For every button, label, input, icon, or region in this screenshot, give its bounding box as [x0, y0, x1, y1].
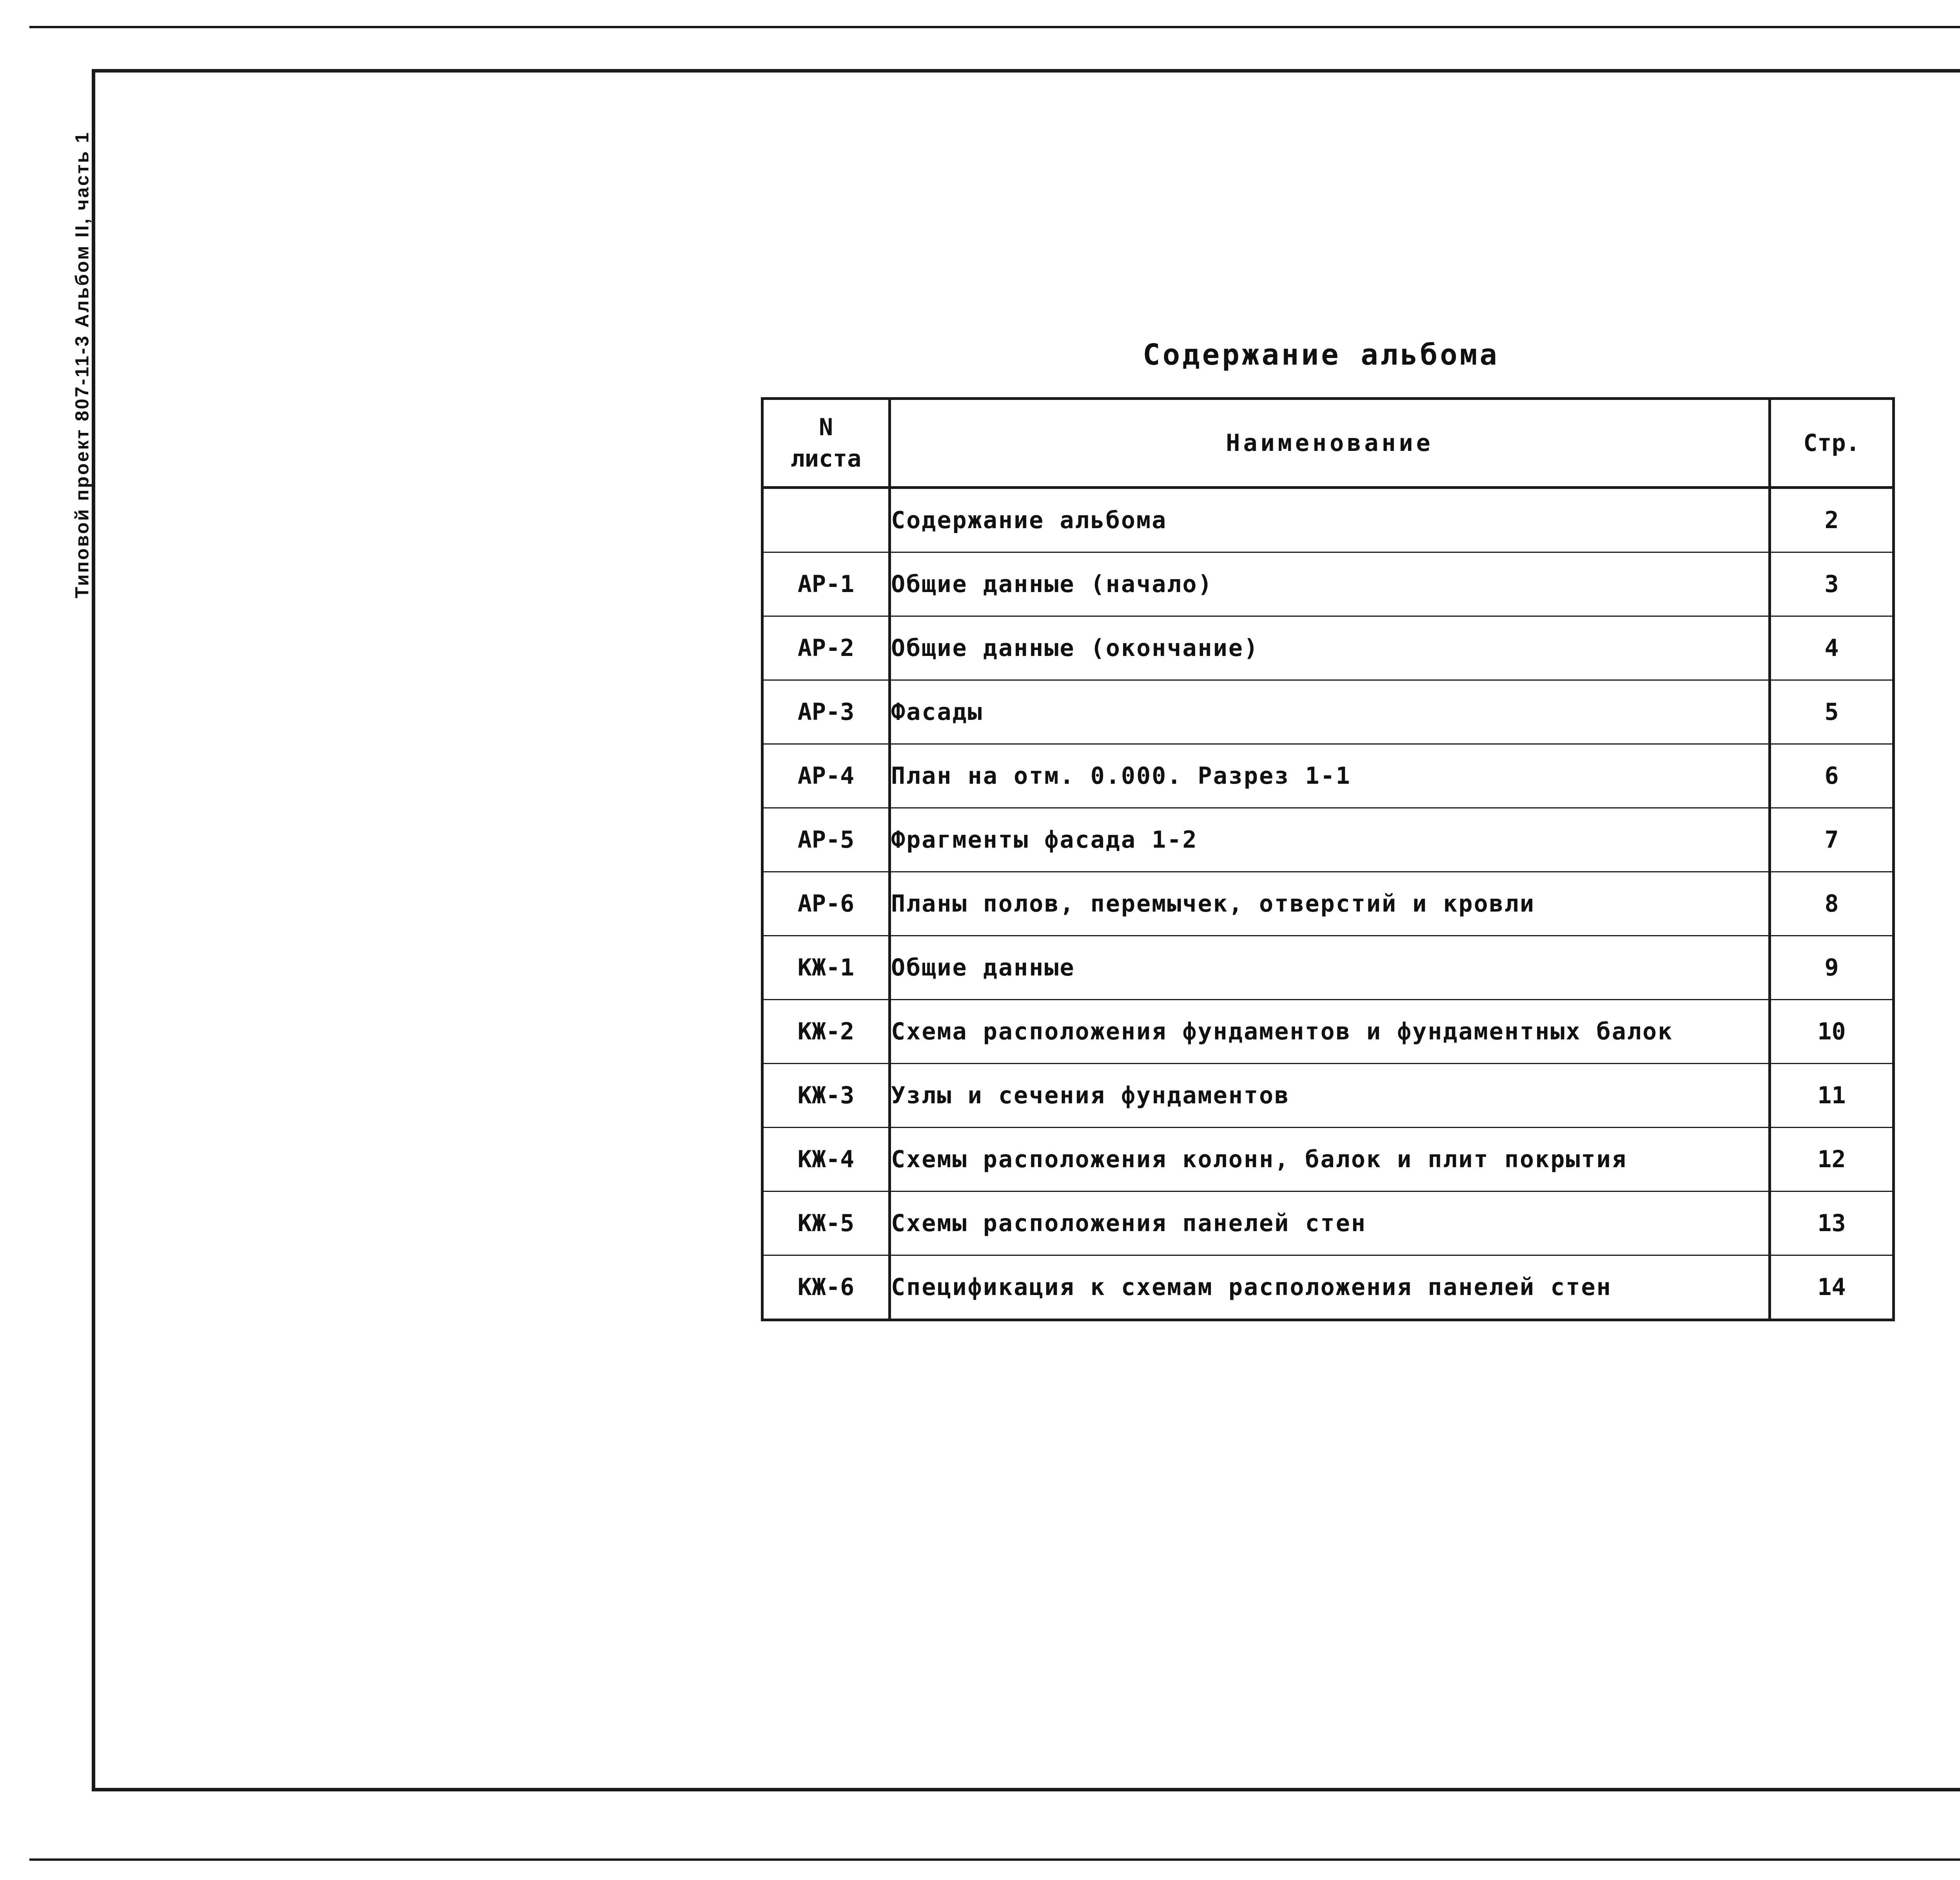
header-name: Наименование — [890, 399, 1770, 488]
row-name: Схемы расположения панелей стен — [890, 1192, 1770, 1255]
row-sheet: АР-2 — [762, 616, 890, 680]
row-page: 8 — [1770, 872, 1894, 936]
row-page: 4 — [1770, 616, 1894, 680]
row-sheet: КЖ-3 — [762, 1064, 890, 1128]
row-name: Фасады — [890, 680, 1770, 744]
row-name: Схема расположения фундаментов и фундаментных балок — [890, 1000, 1770, 1064]
table-row — [762, 552, 1894, 616]
row-page: 12 — [1770, 1128, 1894, 1192]
header-page: Стр. — [1770, 399, 1894, 488]
document-title: Содержание альбома — [1143, 338, 1499, 372]
row-name: Общие данные — [890, 936, 1770, 1000]
row-sheet: КЖ-1 — [762, 936, 890, 1000]
row-sheet: АР-4 — [762, 744, 890, 808]
row-page: 14 — [1770, 1255, 1894, 1320]
contents-table — [761, 397, 1895, 1321]
row-name: Спецификация к схемам расположения панелей стен — [890, 1255, 1770, 1320]
row-page: 6 — [1770, 744, 1894, 808]
row-name: Фрагменты фасада 1-2 — [890, 808, 1770, 872]
table-row — [762, 1192, 1894, 1255]
row-page: 11 — [1770, 1064, 1894, 1128]
row-name: Узлы и сечения фундаментов — [890, 1064, 1770, 1128]
row-page: 9 — [1770, 936, 1894, 1000]
row-page: 2 — [1770, 488, 1894, 552]
row-sheet: АР-6 — [762, 872, 890, 936]
row-page: 5 — [1770, 680, 1894, 744]
table-row — [762, 616, 1894, 680]
bottom-edge-line — [29, 1858, 1960, 1861]
row-sheet: КЖ-6 — [762, 1255, 890, 1320]
table-row — [762, 1255, 1894, 1320]
table-row — [762, 488, 1894, 552]
row-page: 7 — [1770, 808, 1894, 872]
row-name: Схемы расположения колонн, балок и плит покрытия — [890, 1128, 1770, 1192]
header-sheet-number — [762, 399, 890, 488]
row-page: 13 — [1770, 1192, 1894, 1255]
row-name: Общие данные (окончание) — [890, 616, 1770, 680]
table-row — [762, 1064, 1894, 1128]
row-sheet: КЖ-5 — [762, 1192, 890, 1255]
row-name: План на отм. 0.000. Разрез 1-1 — [890, 744, 1770, 808]
row-name: Планы полов, перемычек, отверстий и кровли — [890, 872, 1770, 936]
row-page: 3 — [1770, 552, 1894, 616]
row-sheet: АР-1 — [762, 552, 890, 616]
table-row — [762, 936, 1894, 1000]
side-stamp: Типовой проект 807-11-3 Альбом II, часть 1 — [72, 131, 93, 598]
row-sheet — [762, 488, 890, 552]
header-sheet-line1: N — [818, 414, 833, 441]
row-sheet: КЖ-2 — [762, 1000, 890, 1064]
header-sheet-line2: листа — [790, 445, 862, 472]
table-header-row — [762, 399, 1894, 488]
row-name: Содержание альбома — [890, 488, 1770, 552]
table-row — [762, 1128, 1894, 1192]
row-name: Общие данные (начало) — [890, 552, 1770, 616]
row-sheet: КЖ-4 — [762, 1128, 890, 1192]
table-row — [762, 872, 1894, 936]
table-row — [762, 808, 1894, 872]
row-page: 10 — [1770, 1000, 1894, 1064]
row-sheet: АР-3 — [762, 680, 890, 744]
table-row — [762, 744, 1894, 808]
table-row — [762, 1000, 1894, 1064]
table-row — [762, 680, 1894, 744]
row-sheet: АР-5 — [762, 808, 890, 872]
top-edge-line — [29, 26, 1960, 28]
